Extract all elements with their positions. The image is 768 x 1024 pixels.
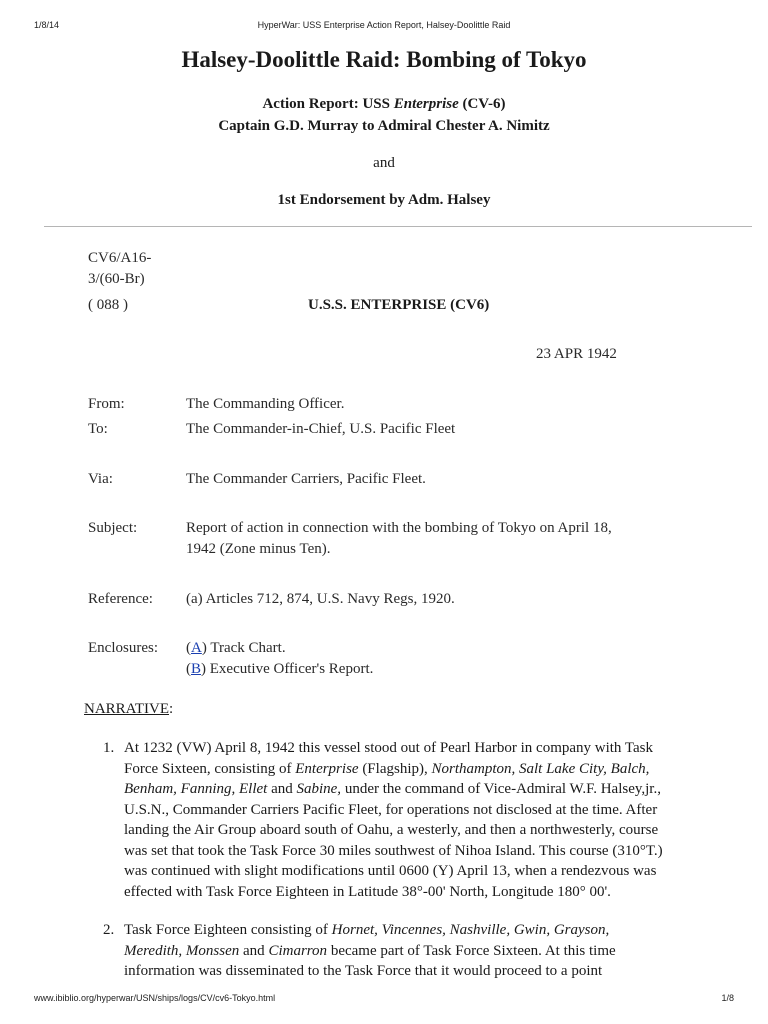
and-line: and <box>373 155 395 171</box>
horizontal-rule <box>44 226 752 227</box>
enclosure-b: (B) Executive Officer's Report. <box>186 661 374 677</box>
print-url: www.ibiblio.org/hyperwar/USN/ships/logs/CV/cv6-Tokyo.html <box>34 993 276 1003</box>
print-date: 1/8/14 <box>34 20 60 30</box>
from-label: From: <box>88 396 125 412</box>
narrative-item-2: Task Force Eighteen consisting of Hornet, Vincennes, Nashville, Gwin, Grayson, Meredith, Monssen and Cimarron became part of Task Force Sixteen. At this time information was disseminated to the Task Force that it would proceed to a point <box>124 922 616 979</box>
enclosures-label: Enclosures: <box>88 640 158 656</box>
ship-heading: U.S.S. ENTERPRISE (CV6) <box>308 297 490 313</box>
file-ref-3: ( 088 ) <box>88 297 128 313</box>
endorsement-line: 1st Endorsement by Adm. Halsey <box>277 192 491 208</box>
enclosure-b-link[interactable]: B <box>191 661 202 677</box>
reference-value: (a) Articles 712, 874, U.S. Navy Regs, 1920. <box>186 591 455 607</box>
print-footer <box>0 993 768 1005</box>
subject-line-2: 1942 (Zone minus Ten). <box>186 541 331 557</box>
print-header <box>0 20 768 32</box>
enclosure-a-link[interactable]: A <box>191 640 202 656</box>
subject-label: Subject: <box>88 520 138 536</box>
print-title: HyperWar: USS Enterprise Action Report, Halsey-Doolittle Raid <box>257 20 511 30</box>
via-label: Via: <box>88 471 113 487</box>
captain-line: Captain G.D. Murray to Admiral Chester A. Nimitz <box>218 118 550 134</box>
via-value: The Commander Carriers, Pacific Fleet. <box>186 471 426 487</box>
from-value: The Commanding Officer. <box>186 396 345 412</box>
page-title: Halsey-Doolittle Raid: Bombing of Tokyo <box>181 47 587 72</box>
to-value: The Commander-in-Chief, U.S. Pacific Fleet <box>186 421 456 437</box>
print-page-number: 1/8 <box>721 993 734 1003</box>
reference-label: Reference: <box>88 591 153 607</box>
to-label: To: <box>88 421 108 437</box>
file-ref-2: 3/(60-Br) <box>88 271 145 287</box>
report-line: Action Report: USS Enterprise (CV-6) <box>262 96 506 112</box>
item-2-number: 2. <box>103 922 115 938</box>
file-ref-1: CV6/A16- <box>88 250 152 266</box>
enclosure-a: (A) Track Chart. <box>186 640 286 656</box>
item-1-number: 1. <box>103 740 115 756</box>
subject-line-1: Report of action in connection with the bombing of Tokyo on April 18, <box>186 520 612 536</box>
narrative-heading: NARRATIVE: <box>84 701 174 717</box>
ship-name: Enterprise <box>393 96 459 112</box>
letter-date: 23 APR 1942 <box>536 346 617 362</box>
narrative-item-1: At 1232 (VW) April 8, 1942 this vessel stood out of Pearl Harbor in company with Task Force Sixteen, consisting of Enterprise (Flagship), Northampton, Salt Lake City, Balch, Benham, Fanning, Ellet and Sabine, under the command of Vice-Admiral W.F. Halsey,jr., U.S.N., Commander Carriers Pacific Fleet, for operations not disclosed at the time. After landing the Air Group aboard south of Oahu, a westerly, and then a northwesterly, course was set that took the Task Force 30 miles southwest of Nihoa Island. This course (310°T.) was continued with slight modifications until 0600 (Y) April 13, when a rendezvous was effected with Task Force Eighteen in Latitude 38°-00' North, Longitude 180° 00'. <box>124 740 663 900</box>
